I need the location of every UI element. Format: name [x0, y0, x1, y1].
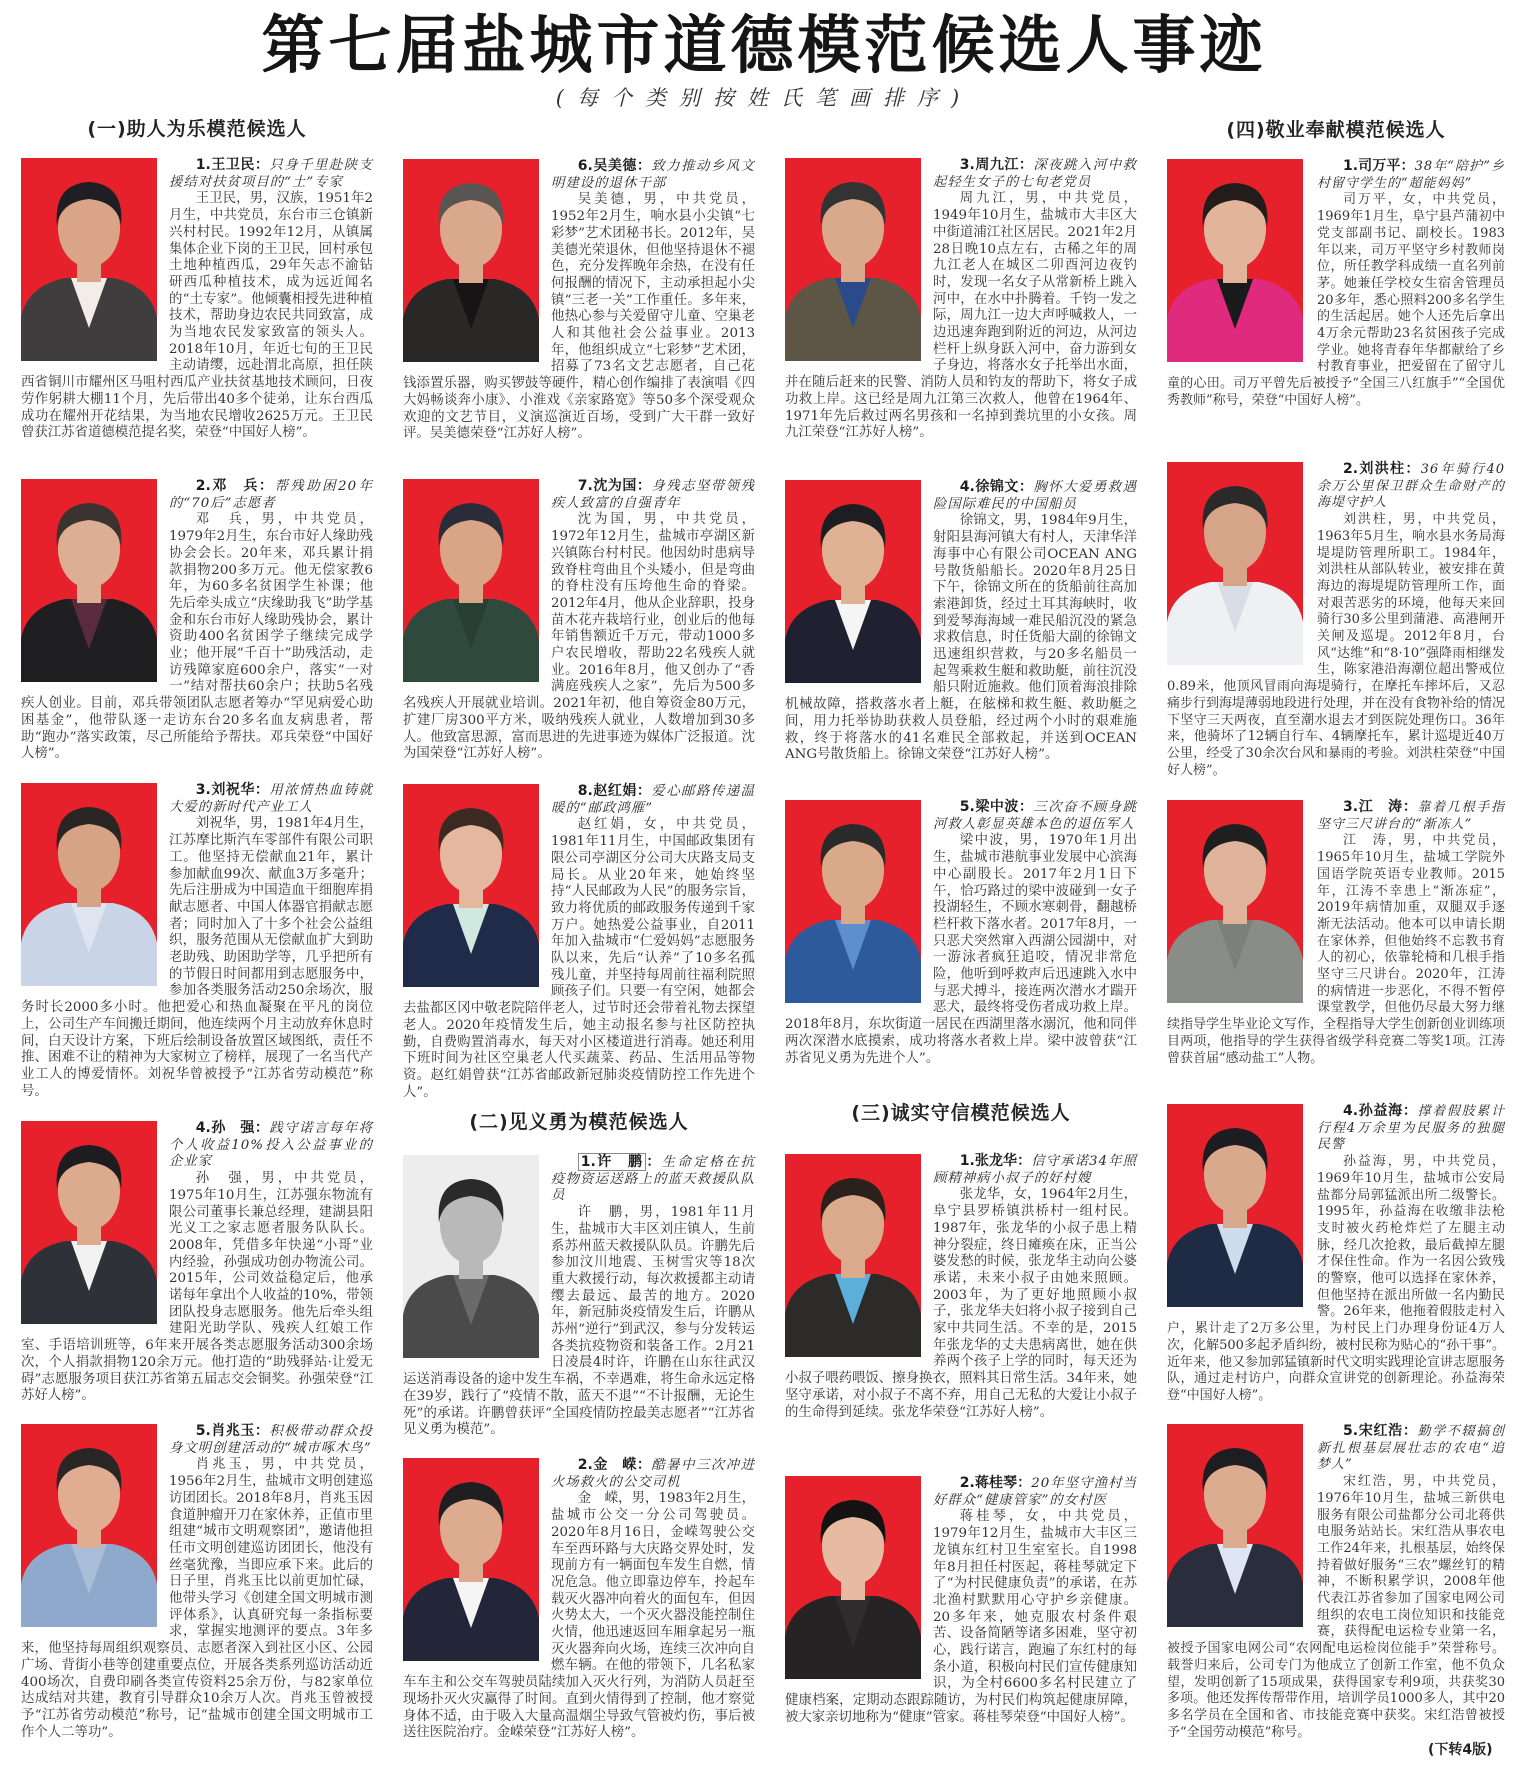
- candidate-entry: [21, 157, 373, 442]
- name-separator: ：: [646, 1154, 662, 1170]
- candidate-photo: [21, 479, 157, 682]
- portrait-icon: [403, 784, 539, 987]
- candidate-bio: 刘洪柱，男，中共党员，1963年5月生，响水县水务局海堤堤防管理所职工。1984年，刘洪柱从部队转业，被安排在黄海边的海堤堤防管理所工作，面对艰苦恶劣的环境，他每天来回骑行30多公里到蒲港、高港闸开关闸及巡堤。2012年8月，台风“达维”和“8·10”强降雨相继发生，陈家港沿海潮位超出警戒位0.89米，他顶风冒雨向海堤骑行，在摩托车摔坏后，又忍痛步行到海堤薄弱地段进行处理，并在没有食物补给的情况下坚守三天两夜，直至潮水退去才到医院处理伤口。36年来，他骑坏了12辆自行车、4辆摩托车，累计巡堤近40万公里，经受了30余次台风和暴雨的考验。刘洪柱荣登“中国好人榜”。: [1167, 512, 1506, 778]
- candidate-tagline: 38年“陪护”乡村留守学生的“超能妈妈”: [1317, 159, 1505, 191]
- candidate-bio: 沈为国，男，中共党员，1972年12月生，盐城市亭湖区新兴镇陈台村村民。他因幼时患病导致脊柱弯曲且个头矮小，但是弯曲的脊柱没有压垮他生命的脊梁。2012年4月，他从企业辞职，投身苗木花卉栽培行业，创业后的他每年销售额近千万元，带动1000多户农民增收，帮助22名残疾人就业。2016年8月，他又创办了“香满庭残疾人之家”，先后为500多名残疾人开展就业培训。2021年初，他自筹资金80万元，扩建厂房300平方米，吸纳残疾人就业，人数增加到30多人。他致富思源，富而思进的先进事迹为媒体广泛报道。沈为国荣登“江苏好人榜”。: [403, 512, 755, 762]
- candidate-bio: 梁中波，男，1970年1月出生，盐城市港航事业发展中心滨海中心副股长。2017年2月1日下午，恰巧路过的梁中波碰到一女子投湖轻生，不顾水寒刺骨，翻越桥栏杆救下落水者。2017年8月，一只恶犬突然窜入西湖公园湖中，对一游泳者疯狂追咬，情况非常危险，他听到呼救声后迅速跳入水中与恶犬搏斗，接连两次潜水才踹开恶犬，最终将受伤者成功救上岸。2018年8月，东坎街道一居民在西湖里落水溺沉，他和同伴两次深潜水底摸索，成功将落水者救上岸。梁中波曾获“江苏省见义勇为先进个人”。: [785, 833, 1137, 1066]
- candidate-name: 3.刘祝华：: [195, 782, 270, 798]
- candidate-entry: [403, 1154, 755, 1439]
- candidate-entry: [21, 782, 373, 1100]
- candidate-name: 8.赵红娟：: [577, 783, 652, 799]
- portrait-icon: [1167, 800, 1303, 1003]
- candidate-tagline: 三次奋不顾身跳河救人彰显英雄本色的退伍军人: [933, 800, 1138, 832]
- candidate-photo: [403, 1155, 539, 1358]
- candidate-photo: [21, 1424, 157, 1627]
- candidate-photo: [785, 800, 921, 1003]
- portrait-icon: [403, 159, 539, 362]
- candidate-photo: [785, 158, 921, 361]
- candidate-name: 4.徐锦文：: [959, 479, 1034, 495]
- candidate-name: 4.孙 强：: [195, 1120, 270, 1136]
- candidate-tagline: 身残志坚带领残疾人致富的自强青年: [551, 479, 756, 511]
- candidate-photo: [403, 1458, 539, 1661]
- portrait-icon: [785, 1154, 921, 1357]
- portrait-icon: [21, 1424, 157, 1627]
- candidate-tagline: 撑着假肢累计行程4万余里为民服务的独腿民警: [1317, 1104, 1505, 1153]
- candidate-photo: [403, 479, 539, 682]
- section-title-honesty: (三)诚实守信模范候选人: [851, 1102, 1071, 1124]
- candidate-photo: [785, 1476, 921, 1679]
- candidate-tagline: 帮残助困20年的“70后”志愿者: [169, 479, 373, 511]
- candidate-bio: 金 嵘，男，1983年2月生，盐城市公交一分公司驾驶员。2020年8月16日，金嵘驾驶公交车至西环路与大庆路交界处时，发现前方有一辆面包车发生自燃，情况危急。他立即靠边停车，拎起车载灭火器冲向着火的面包车，但因火势太大，一个灭火器没能控制住火情，他迅速返回车厢拿起另一瓶灭火器奔向火场，连续三次冲向自燃车辆。在他的带领下，几名私家车车主和公交车驾驶员陆续加入灭火行列，为消防人员赶至现场扑灭火灾赢得了时间。直到火情得到了控制，他才察觉身体不适，由于吸入大量高温烟尘导致气管被灼伤，事后被送往医院治疗。金嵘荣登“江苏好人榜”。: [403, 1491, 755, 1741]
- portrait-icon: [785, 800, 921, 1003]
- portrait-icon: [403, 479, 539, 682]
- candidate-tagline: 践守诺言每年将个人收益10%投入公益事业的企业家: [169, 1121, 374, 1170]
- candidate-bio: 许 鹏，男，1981年11月生，盐城市大丰区刘庄镇人，生前系苏州蓝天救援队队员。许鹏先后参加汶川地震、玉树雪灾等18次重大救援行动，每次救援都主动请缨去最远、最苦的地方。2020年，新冠肺炎疫情发生后，许鹏从苏州“逆行”到武汉，参与分发转运各类抗疫物资和装备工作。2月21日凌晨4时许，许鹏在山东往武汉运送消毒设备的途中发生车祸，不幸遇难，将生命永远定格在39岁，践行了“疫情不散，蓝天不退”“不计报酬，无论生死”的承诺。许鹏曾获评“全国疫情防控最美志愿者”“江苏省见义勇为模范”。: [403, 1205, 755, 1438]
- candidate-entry: [403, 478, 755, 763]
- candidate-tagline: 爱心邮路传递温暖的“邮政鸿雁”: [551, 784, 756, 816]
- candidate-entry: [403, 158, 755, 443]
- candidate-tagline: 用浓情热血铸就大爱的新时代产业工人: [169, 783, 374, 815]
- candidate-name: 7.沈为国：: [577, 478, 652, 494]
- candidate-entry: [1167, 799, 1505, 1067]
- section-title-helping-others: (一)助人为乐模范候选人: [87, 118, 307, 140]
- candidate-name: 3.江 涛：: [1343, 799, 1418, 815]
- candidate-photo: [21, 158, 157, 361]
- candidate-entry: [785, 157, 1137, 442]
- candidate-tagline: 致力推动乡风文明建设的退休干部: [551, 159, 756, 191]
- portrait-icon: [1167, 159, 1303, 362]
- candidate-name: 4.孙益海：: [1343, 1103, 1418, 1119]
- candidate-bio: 司万平，女，中共党员，1969年1月生，阜宁县芦蒲初中党支部副书记、副校长。1983年以来，司万平坚守乡村教师岗位，所任教学科成绩一直名列前茅。她兼任学校女生宿舍管理员20多年，悉心照料200多名学生的生活起居。她个人还先后拿出4万余元帮助23名贫困孩子完成学业。她将青春年华都献给了乡村教育事业，把爱留在了留守儿童的心田。司万平曾先后被授予“全国三八红旗手”“全国优秀教师”称号，荣登“中国好人榜”。: [1167, 192, 1505, 408]
- candidate-tagline: 积极带动群众投身文明创建活动的“城市啄木鸟”: [169, 1424, 374, 1456]
- candidate-bio: 王卫民，男，汉族，1951年2月生，中共党员，东台市三仓镇新兴村村民。1992年12月，从镇属集体企业下岗的王卫民，回村承包土地种植西瓜，29年矢志不渝钻研西瓜种植技术，成为远近闻名的“土专家”。他倾囊相授先进种植技术，帮助身边农民共同致富，成为当地农民发家致富的领头人。2018年10月，年近七旬的王卫民主动请缨，远赴渭北高原，担任陕西省铜川市耀州区马咀村西瓜产业扶贫基地技术顾问，日夜劳作躬耕大棚11个月，先后带出40多个徒弟，让东台西瓜成功在耀州开花结果，为当地农民增收2625万元。王卫民曾获江苏省道德模范提名奖，荣登“中国好人榜”。: [21, 191, 373, 441]
- candidate-photo: [1167, 462, 1303, 665]
- continued-on-page-note: (下转4版): [1428, 1742, 1493, 1758]
- candidate-name: 5.肖兆玉：: [195, 1423, 270, 1439]
- candidate-entry: [785, 1153, 1137, 1421]
- candidate-name: 1.张龙华：: [959, 1153, 1032, 1169]
- candidate-entry: [1167, 461, 1505, 779]
- candidate-photo: [785, 1154, 921, 1357]
- candidate-photo: [21, 783, 157, 986]
- candidate-photo: [1167, 1424, 1303, 1627]
- portrait-icon: [21, 783, 157, 986]
- candidate-photo: [785, 480, 921, 683]
- candidate-tagline: 勤学不辍搞创新扎根基层展壮志的农电“追梦人”: [1317, 1424, 1505, 1473]
- candidate-tagline: 信守承诺34年照顾精神病小叔子的好村嫂: [933, 1154, 1137, 1186]
- candidate-bio: 赵红娟，女，中共党员，1981年11月生，中国邮政集团有限公司亭湖区分公司大庆路支局支局长。从业20年来，她始终坚持“人民邮政为人民”的服务宗旨，致力将优质的邮政服务传递到千家万户。她热爱公益事业，自2011年加入盐城市“仁爱妈妈”志愿服务队以来，先后“认养”了10多名孤残儿童，并坚持每周前往福利院照顾孩子们。只要一有空闲，她都会去盐都区冈中敬老院陪伴老人，过节时还会带着礼物去探望老人。2020年疫情发生后，她主动报名参与社区防控执勤，自费购置消毒水，每天对小区楼道进行消毒。她还利用下班时间为社区空巢老人代买蔬菜、药品、生活用品等物资。赵红娟曾获“江苏省邮政新冠肺炎疫情防控工作先进个人”。: [403, 817, 755, 1100]
- portrait-icon: [21, 1121, 157, 1324]
- portrait-icon: [21, 158, 157, 361]
- candidate-bio: 徐锦文，男，1984年9月生，射阳县海河镇大有村人，天津华洋海事中心有限公司OCEAN ANG号散货船船长。2020年8月25日下午，徐锦文所在的货船前往高加索港卸货，经过土耳其海峡时，收到爱琴海海域一难民船沉没的紧急求救信息，时任货船大副的徐锦文迅速组织营救，与20多名船员一起驾乘救生艇和救助艇，前往沉没船只附近施救。他们顶着海浪排除机械故障，搭救落水者上艇，在舷梯和救生艇、救助艇之间，用力托举协助获救人员登船，经过两个小时的艰难施救，终于将落水的41名难民全部救起，并送到OCEAN ANG号散货船上。徐锦文荣登“江苏好人榜”。: [785, 513, 1137, 763]
- candidate-name: 2.邓 兵：: [195, 478, 275, 494]
- candidate-bio: 邓 兵，男，中共党员，1979年2月生，东台市好人缘助残协会会长。20年来，邓兵累计捐款捐物200多万元。他无偿家教6年，为60多名贫困学生补课；他先后牵头成立“庆缘助我飞”助学基金和东台市好人缘助残协会，累计资助400名贫困学子继续完成学业；他开展“千百十”助残活动，走访残障家庭600余户，落实“一对一”结对帮扶60余户；扶助5名残疾人创业。目前，邓兵带领团队志愿者筹办“罕见病爱心助困基金”，他带队逐一走访东台20多名血友病患者，帮助“跑办”落实政策，尽己所能给予帮扶。邓兵荣登“中国好人榜”。: [21, 512, 373, 762]
- candidate-photo: [403, 784, 539, 987]
- candidate-tagline: 靠着几根手指坚守三尺讲台的“渐冻人”: [1317, 800, 1505, 832]
- candidate-tagline: 20年坚守渔村当好群众“健康管家”的女村医: [933, 1476, 1137, 1508]
- candidate-bio: 蒋桂琴，女，中共党员，1979年12月生，盐城市大丰区三龙镇东红村卫生室室长。自1998年8月担任村医起，蒋桂琴就定下了“为村民健康负责”的承诺，在苏北渔村默默用心守护乡亲健康。20多年来，她克服农村条件艰苦、设备简陋等诸多困难，坚守初心，践行诺言，跑遍了东红村的每条小道，积极向村民们宣传健康知识，为全村6600多名村民建立了健康档案，定期动态跟踪随访，为村民们构筑起健康屏障，被大家亲切地称为“健康”管家。蒋桂琴荣登“中国好人榜”。: [785, 1509, 1137, 1725]
- section-title-bravery: (二)见义勇为模范候选人: [469, 1111, 689, 1133]
- portrait-icon: [403, 1155, 539, 1358]
- candidate-photo: [403, 159, 539, 362]
- portrait-icon: [1167, 1424, 1303, 1627]
- candidate-name: 3.周九江：: [959, 157, 1034, 173]
- candidate-name: 1.王卫民：: [195, 157, 270, 173]
- candidate-bio: 周九江，男，中共党员，1949年10月生，盐城市大丰区大中街道浦江社区居民。2021年2月28日晚10点左右，古稀之年的周九江老人在城区二卯酉河边夜钓时，发现一名女子从常新桥上跳入河中，在水中扑腾着。千钧一发之际，周九江一边大声呼喊救人，一边迅速奔跑到附近的河边，从河边栏杆上纵身跃入河中，奋力游到女子身边，将落水女子托举出水面，并在随后赶来的民警、消防人员和钓友的帮助下，将女子成功救上岸。这已经是周九江第三次救人，他曾在1964年、1971年先后救过两名男孩和一名掉到粪坑里的小女孩。周九江荣登“江苏好人榜”。: [785, 191, 1137, 441]
- candidate-tagline: 胸怀大爱勇救遇险国际难民的中国船员: [933, 480, 1138, 512]
- candidate-bio: 江 涛，男，中共党员，1965年10月生，盐城工学院外国语学院英语专业教师。2015年，江涛不幸患上“渐冻症”，2019年病情加重，双腿双手逐渐无法活动。他本可以申请长期在家休养，但他始终不忘教书育人的初心，依靠轮椅和几根手指坚守三尺讲台。2020年，江涛的病情进一步恶化，不得不暂停课堂教学，但他仍尽最大努力继续指导学生毕业论文写作，全程指导大学生创新创业训练项目两项，他指导的学生获得省级学科竞赛二等奖1项。江涛曾获首届“感动盐工”人物。: [1167, 833, 1506, 1066]
- candidate-name: 2.刘洪柱：: [1343, 461, 1421, 477]
- candidate-photo: [1167, 1104, 1303, 1307]
- candidate-bio: 吴美德，男，中共党员，1952年2月生，响水县小尖镇“七彩梦”艺术团秘书长。2012年，吴美德光荣退休，但他坚持退休不褪色，充分发挥晚年余热，在没有任何报酬的情况下，主动承担起小尖镇“三老一关”工作重任。多年来，他热心参与关爱留守儿童、空巢老人和其他社会公益事业。2013年，他组织成立“七彩梦”艺术团，招募了73名文艺志愿者，自己花钱添置乐器，购买锣鼓等硬件，精心创作编排了表演唱《四大妈畅谈奔小康》、小淮戏《亲家路宽》等50多个深受观众欢迎的文艺节目，义演巡演近百场，受到广大干群一致好评。吴美德荣登“江苏好人榜”。: [403, 192, 755, 442]
- candidate-tagline: 深夜跳入河中救起轻生女子的七旬老党员: [933, 158, 1138, 190]
- portrait-icon: [785, 158, 921, 361]
- candidate-name: 6.吴美德：: [577, 158, 652, 174]
- candidate-entry: [21, 1120, 373, 1405]
- page-subtitle: (每个类别按姓氏笔画排序): [555, 86, 973, 110]
- candidate-name: 1.司万平：: [1343, 158, 1415, 174]
- candidate-entry: [21, 478, 373, 763]
- candidate-entry: [785, 1475, 1137, 1727]
- candidate-name: 2.蒋桂琴：: [959, 1475, 1032, 1491]
- portrait-icon: [1167, 462, 1303, 665]
- candidate-entry: [403, 783, 755, 1101]
- portrait-icon: [785, 1476, 921, 1679]
- candidate-photo: [1167, 800, 1303, 1003]
- candidate-photo: [1167, 159, 1303, 362]
- portrait-icon: [403, 1458, 539, 1661]
- candidate-entry: [785, 479, 1137, 764]
- candidate-tagline: 36年骑行40余万公里保卫群众生命财产的海堤守护人: [1317, 462, 1505, 511]
- candidate-bio: 肖兆玉，男，中共党员，1956年2月生，盐城市文明创建巡访团团长。2018年8月，肖兆玉因食道肿瘤开刀在家休养，正值市里组建“城市文明观察团”，邀请他担任市文明创建巡访团团长，他没有丝毫犹豫，当即应承下来。此后的日子里，肖兆玉比以前更加忙碌，他带头学习《创建全国文明城市测评体系》，认真研究每一条指标要求，掌握实地测评的要点。3年多来，他坚持每周组织观察员、志愿者深入到社区小区、公园广场、背街小巷等创建重要点位，开展各类系列巡访活动近400场次，自费印刷各类宣传资料25余万份，与82家单位达成结对共建，教育引导群众10余万人次。肖兆玉曾被授予“江苏省劳动模范”称号，记“盐城市创建全国文明城市工作个人二等功”。: [21, 1457, 373, 1740]
- candidate-entry: [785, 799, 1137, 1067]
- candidate-tagline: 酷暑中三次冲进火场救火的公交司机: [551, 1458, 756, 1490]
- candidate-name: 1.许 鹏: [578, 1153, 647, 1171]
- section-title-dedication: (四)敬业奉献模范候选人: [1226, 119, 1446, 141]
- candidate-bio: 刘祝华，男，1981年4月生，江苏摩比斯汽车零部件有限公司职工。他坚持无偿献血21年，累计参加献血99次、献血3万多毫升；先后注册成为中国造血干细胞库捐献志愿者、中国人体器官捐献志愿者；同时加入了十多个社会公益组织，服务范围从无偿献血扩大到助老助残、助困助学等，几乎把所有的节假日时间都用到志愿服务中，参加各类服务活动250余场次，服务时长2000多小时。他把爱心和热血凝聚在平凡的岗位上，公司生产车间搬迁期间，他连续两个月主动放弃休息时间，白天设计方案，下班后绘制设备放置区域图纸，责任不推、困难不让的精神为大家树立了榜样，展现了一名当代产业工人的博爱情怀。刘祝华曾被授予“江苏省劳动模范”称号。: [21, 816, 373, 1099]
- portrait-icon: [1167, 1104, 1303, 1307]
- candidate-bio: 孙 强，男，中共党员，1975年10月生，江苏强东物流有限公司董事长兼总经理，建湖县阳光义工之家志愿者服务队队长。2008年，凭借多年快递“小哥”业内经验，孙强成功创办物流公司。2015年，公司效益稳定后，他承诺每年拿出个人收益的10%，带领团队投身志愿服务。他先后牵头组建阳光助学队、残疾人红娘工作室、手语培训班等，6年来开展各类志愿服务活动300余场次，个人捐款捐物120余万元。他打造的“助残驿站·让爱无碍”志愿服务项目获江苏省第五届志交会铜奖。孙强荣登“江苏好人榜”。: [21, 1171, 373, 1404]
- portrait-icon: [785, 480, 921, 683]
- candidate-name: 5.宋红浩：: [1343, 1423, 1418, 1439]
- candidate-bio: 张龙华，女，1964年2月生，阜宁县罗桥镇洪桥村一组村民。1987年，张龙华的小叔子患上精神分裂症，终日瘫痪在床，正当公婆发愁的时候，张龙华主动向公婆承诺，未来小叔子由她来照顾。2003年，为了更好地照顾小叔子，张龙华夫妇将小叔子接到自己家中共同生活。不幸的是，2015年张龙华的丈夫患病离世，她在供养两个孩子上学的同时，每天还为小叔子喂药喂饭、擦身换衣，照料其日常生活。34年来，她坚守承诺，对小叔子不离不弃，用自己无私的大爱让小叔子的生命得到延续。张龙华荣登“江苏好人榜”。: [785, 1187, 1137, 1420]
- candidate-entry: [21, 1423, 373, 1741]
- candidate-entry: [403, 1457, 755, 1742]
- candidate-tagline: 只身千里赴陕支援结对扶贫项目的“土”专家: [169, 158, 374, 190]
- candidate-tagline: 生命定格在抗疫物资运送路上的蓝天救援队队员: [551, 1155, 756, 1204]
- candidate-entry: [1167, 1423, 1505, 1741]
- candidate-name: 5.梁中波：: [959, 799, 1034, 815]
- page-title: 第七届盐城市道德模范候选人事迹: [261, 8, 1267, 82]
- portrait-icon: [21, 479, 157, 682]
- candidate-name: 2.金 嵘：: [577, 1457, 652, 1473]
- candidate-entry: [1167, 158, 1505, 410]
- candidate-photo: [21, 1121, 157, 1324]
- candidate-bio: 宋红浩，男，中共党员，1976年10月生，盐城三新供电服务有限公司盐都分公司北蒋供电服务站站长。宋红浩从事农电工作24年来，扎根基层，始终保持着做好服务“三农”螺丝钉的精神，不断积累学识，2008年他代表江苏省参加了国家电网公司组织的农电工岗位知识和技能竞赛，获得配电运检专业第一名，被授予国家电网公司“农网配电运检岗位能手”荣誉称号。载誉归来后，公司专门为他成立了创新工作室，他不负众望，发明创新了15项成果，获得国家专利9项，共获奖30多项。他还发挥传帮带作用，培训学员1000多人，其中20多名学员在全国和省、市技能竞赛中获奖。宋红浩曾被授予“全国劳动模范”称号。: [1167, 1474, 1505, 1740]
- candidate-bio: 孙益海，男，中共党员，1969年10月生，盐城市公安局盐都分局郭猛派出所二级警长。1995年，孙益海在收缴非法枪支时被火药枪炸烂了左腿主动脉，经几次抢救，最后截掉左腿才保住性命。作为一名因公致残的警察，他可以选择在家休养，但他坚持在派出所做一名内勤民警。26年来，他拖着假肢走村入户，累计走了2万多公里，为村民上门办理身份证4万人次，化解500多起矛盾纠纷，被村民称为贴心的“孙干事”。近年来，他又参加郭猛镇新时代文明实践理论宣讲志愿服务队，通过走村访户，向群众宣讲党的创新理论。孙益海荣登“中国好人榜”。: [1167, 1154, 1506, 1403]
- candidate-entry: [1167, 1103, 1505, 1405]
